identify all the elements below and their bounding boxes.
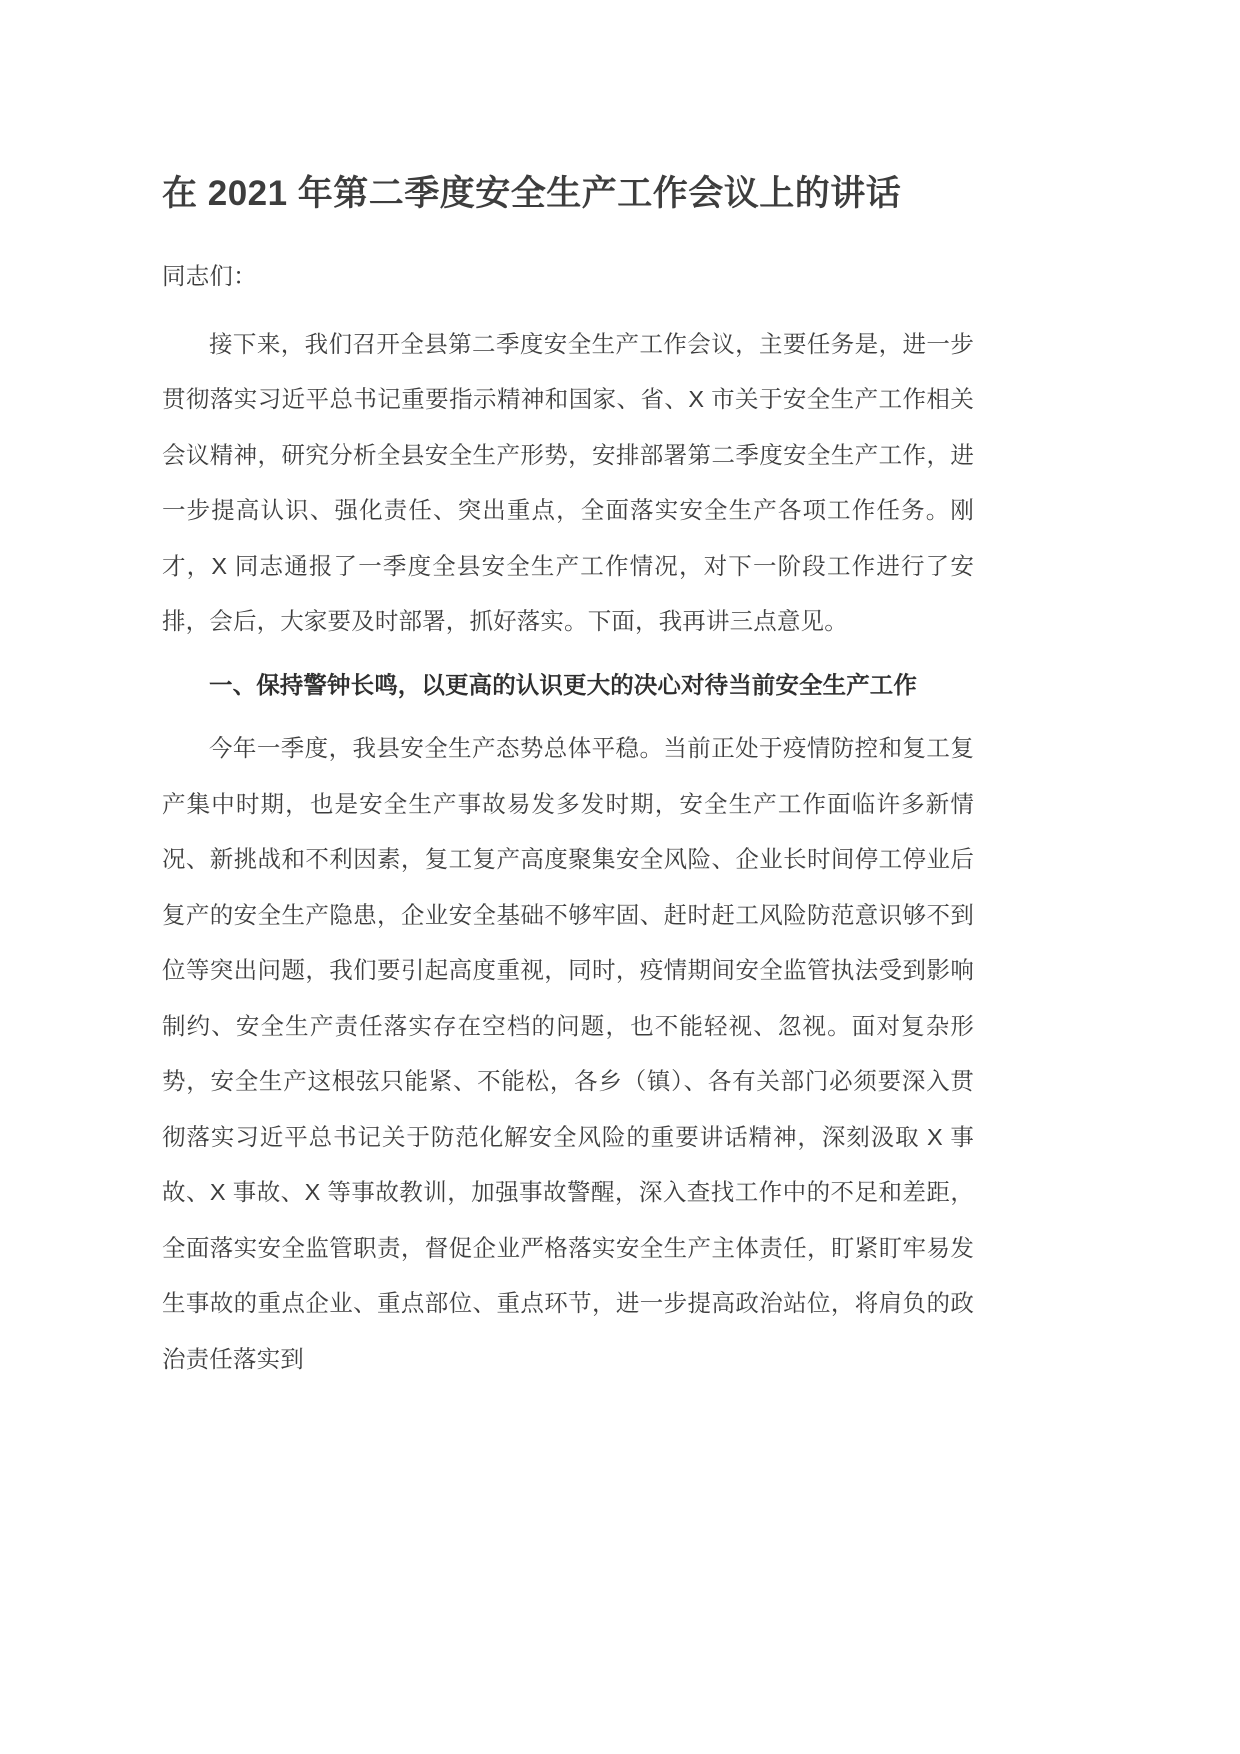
salutation-line: 同志们： (162, 263, 257, 290)
paragraph-section-1-body: 今年一季度，我县安全生产态势总体平稳。当前正处于疫情防控和复工复产集中时期，也是安全生产事故易发多发时期，安全生产工作面临许多新情况、新挑战和不利因素，复工复产高度聚集安全风险、企业长时间停工停业后复产的安全生产隐患，企业安全基础不够牢固、赶时赶工风险防范意识够不到位等突出问题，我们要引起高度重视，同时，疫情期间安全监管执法受到影响制约、安全生产责任落实存在空档的问题，也不能轻视、忽视。面对复杂形势，安全生产这根弦只能紧、不能松，各乡（镇）、各有关部门必须要深入贯彻落实习近平总书记关于防范化解安全风险的重要讲话精神，深刻汲取 X 事故、X 事故、X 等事故教训，加强事故警醒，深入查找工作中的不足和差距，全面落实安全监管职责，督促企业严格落实安全生产主体责任，盯紧盯牢易发生事故的重点企业、重点部位、重点环节，进一步提高政治站位，将肩负的政治责任落实到 (162, 735, 974, 1372)
paragraph-intro: 接下来，我们召开全县第二季度安全生产工作会议，主要任务是，进一步贯彻落实习近平总书记重要指示精神和国家、省、X 市关于安全生产工作相关会议精神，研究分析全县安全生产形势，安排部署第二季度安全生产工作，进一步提高认识、强化责任、突出重点，全面落实安全生产各项工作任务。刚才，X 同志通报了一季度全县安全生产工作情况，对下一阶段工作进行了安排，会后，大家要及时部署，抓好落实。下面，我再讲三点意见。 (162, 330, 974, 635)
section-heading-1: 一、保持警钟长鸣，以更高的认识更大的决心对待当前安全生产工作 (209, 671, 917, 698)
document-body (162, 0, 974, 1387)
page-title: 在 2021 年第二季度安全生产工作会议上的讲话 (162, 174, 902, 213)
